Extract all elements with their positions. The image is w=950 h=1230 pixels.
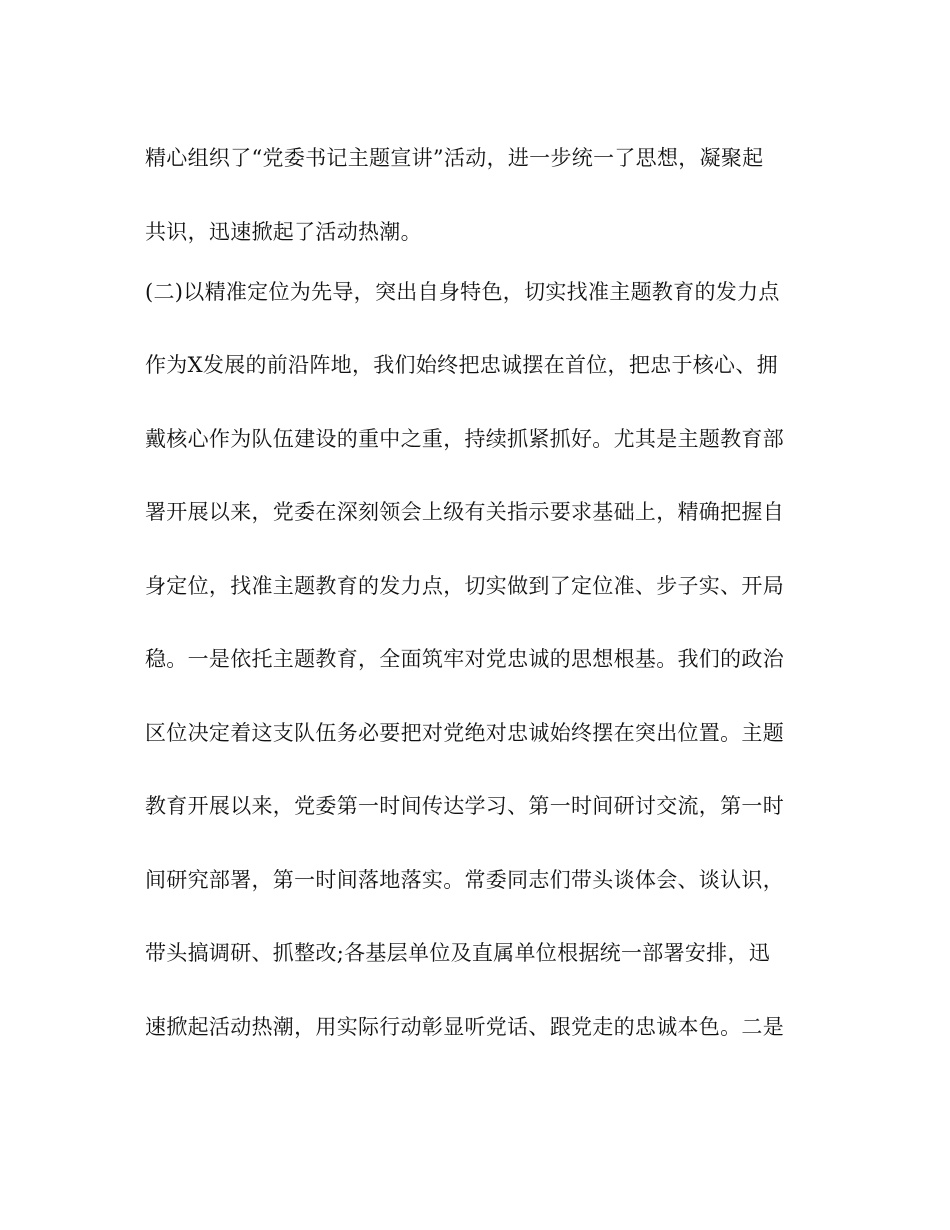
body-text bbox=[145, 135, 805, 1077]
text-line: 教育开展以来，党委第一时间传达学习、第一时间研讨交流，第一时 bbox=[145, 794, 784, 818]
text-line: 身定位，找准主题教育的发力点，切实做到了定位准、步子实、开局 bbox=[145, 573, 784, 598]
text-line: 戴核心作为队伍建设的重中之重，持续抓紧抓好。尤其是主题教育部 bbox=[145, 426, 784, 451]
text-line: 精心组织了“党委书记主题宣讲”活动，进一步统一了思想，凝聚起 bbox=[145, 146, 764, 170]
text-line: 间研究部署，第一时间落地落实。常委同志们带头谈体会、谈认识， bbox=[145, 867, 784, 892]
text-line: 稳。一是依托主题教育，全面筑牢对党忠诚的思想根基。我们的政治 bbox=[145, 647, 784, 671]
text-line: 共识，迅速掀起了活动热潮。 bbox=[145, 219, 422, 244]
text-line: 带头搞调研、抓整改;各基层单位及直属单位根据统一部署安排，迅 bbox=[145, 941, 771, 965]
text-line: 署开展以来，党委在深刻领会上级有关指示要求基础上，精确把握自 bbox=[145, 500, 784, 524]
section-heading-line: (二)以精准定位为先导，突出自身特色，切实找准主题教育的发力点 bbox=[145, 279, 780, 304]
text-line: 区位决定着这支队伍务必要把对党绝对忠诚始终摆在突出位置。主题 bbox=[145, 720, 784, 745]
text-line: 作为X发展的前沿阵地，我们始终把忠诚摆在首位，把忠于核心、拥 bbox=[145, 353, 778, 377]
text-line: 速掀起活动热潮，用实际行动彰显听党话、跟党走的忠诚本色。二是 bbox=[145, 1014, 784, 1039]
